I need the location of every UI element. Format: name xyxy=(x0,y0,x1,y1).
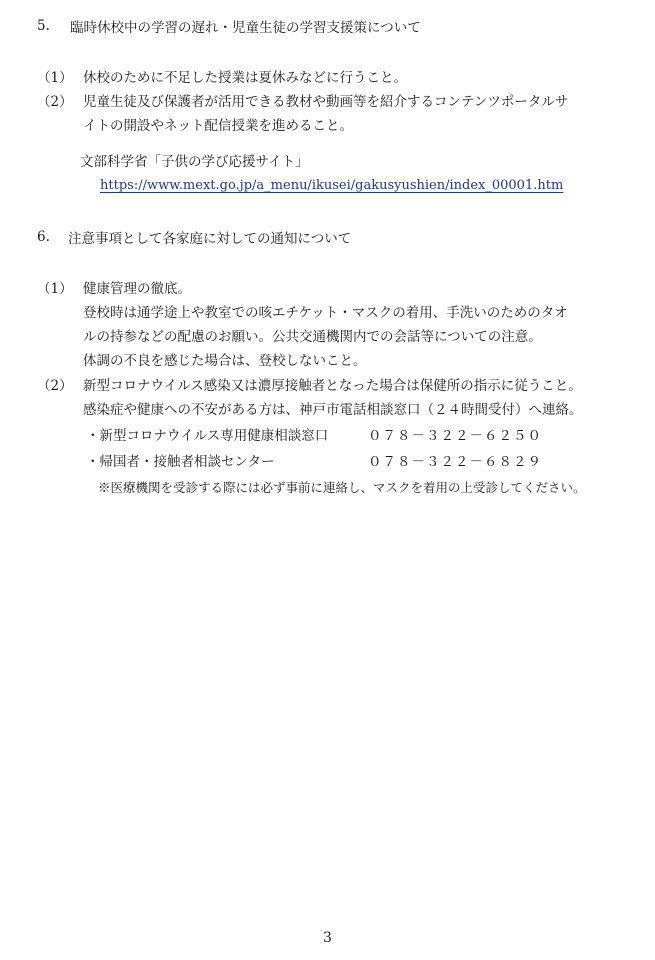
section-6-item-1-line-1: 登校時は通学途上や教室での咳エチケット・マスクの着用、手洗いのためのタオ xyxy=(83,305,568,321)
section-5-number: 5. xyxy=(37,18,50,34)
section-6-note: ※医療機関を受診する際には必ず事前に連絡し、マスクを着用の上受診してください。 xyxy=(98,480,586,495)
section-5-item-2-marker: （2） xyxy=(37,94,73,110)
contact-1-name: ・新型コロナウイルス専用健康相談窓口 xyxy=(86,428,329,444)
contact-2-name: ・帰国者・接触者相談センター xyxy=(86,454,275,470)
section-5-item-1-marker: （1） xyxy=(37,70,73,86)
section-6-item-1-title: 健康管理の徹底。 xyxy=(83,281,191,297)
contact-1-phone: ０７８－３２２－６２５０ xyxy=(368,428,542,444)
page-number: 3 xyxy=(323,930,332,946)
section-5-item-2-line-2: イトの開設やネット配信授業を進めること。 xyxy=(83,118,353,134)
section-6-number: 6. xyxy=(37,229,50,245)
section-6-item-2-marker: （2） xyxy=(37,378,73,394)
reference-link[interactable]: https://www.mext.go.jp/a_menu/ikusei/gakusyushien/index_00001.htm xyxy=(100,178,564,193)
section-5-item-2-line-1: 児童生徒及び保護者が活用できる教材や動画等を紹介するコンテンツポータルサ xyxy=(83,94,569,110)
section-6-item-1-line-3: 体調の不良を感じた場合は、登校しないこと。 xyxy=(83,353,367,369)
reference-label: 文部科学省「子供の学び応援サイト」 xyxy=(80,154,309,170)
contact-2-phone: ０７８－３２２－６８２９ xyxy=(368,454,542,470)
section-6-item-2-title: 新型コロナウイルス感染又は濃厚接触者となった場合は保健所の指示に従うこと。 xyxy=(83,378,582,394)
section-5-heading: 臨時休校中の学習の遅れ・児童生徒の学習支援策について xyxy=(70,20,421,36)
section-5-item-1-text: 休校のために不足した授業は夏休みなどに行うこと。 xyxy=(83,70,407,86)
section-6-heading: 注意事項として各家庭に対しての通知について xyxy=(68,231,352,247)
section-6-item-1-marker: （1） xyxy=(37,281,73,297)
section-6-item-1-line-2: ルの持参などの配慮のお願い。公共交通機関内での会話等についての注意。 xyxy=(83,329,542,345)
section-6-item-2-line: 感染症や健康への不安がある方は、神戸市電話相談窓口（２４時間受付）へ連絡。 xyxy=(83,402,583,418)
